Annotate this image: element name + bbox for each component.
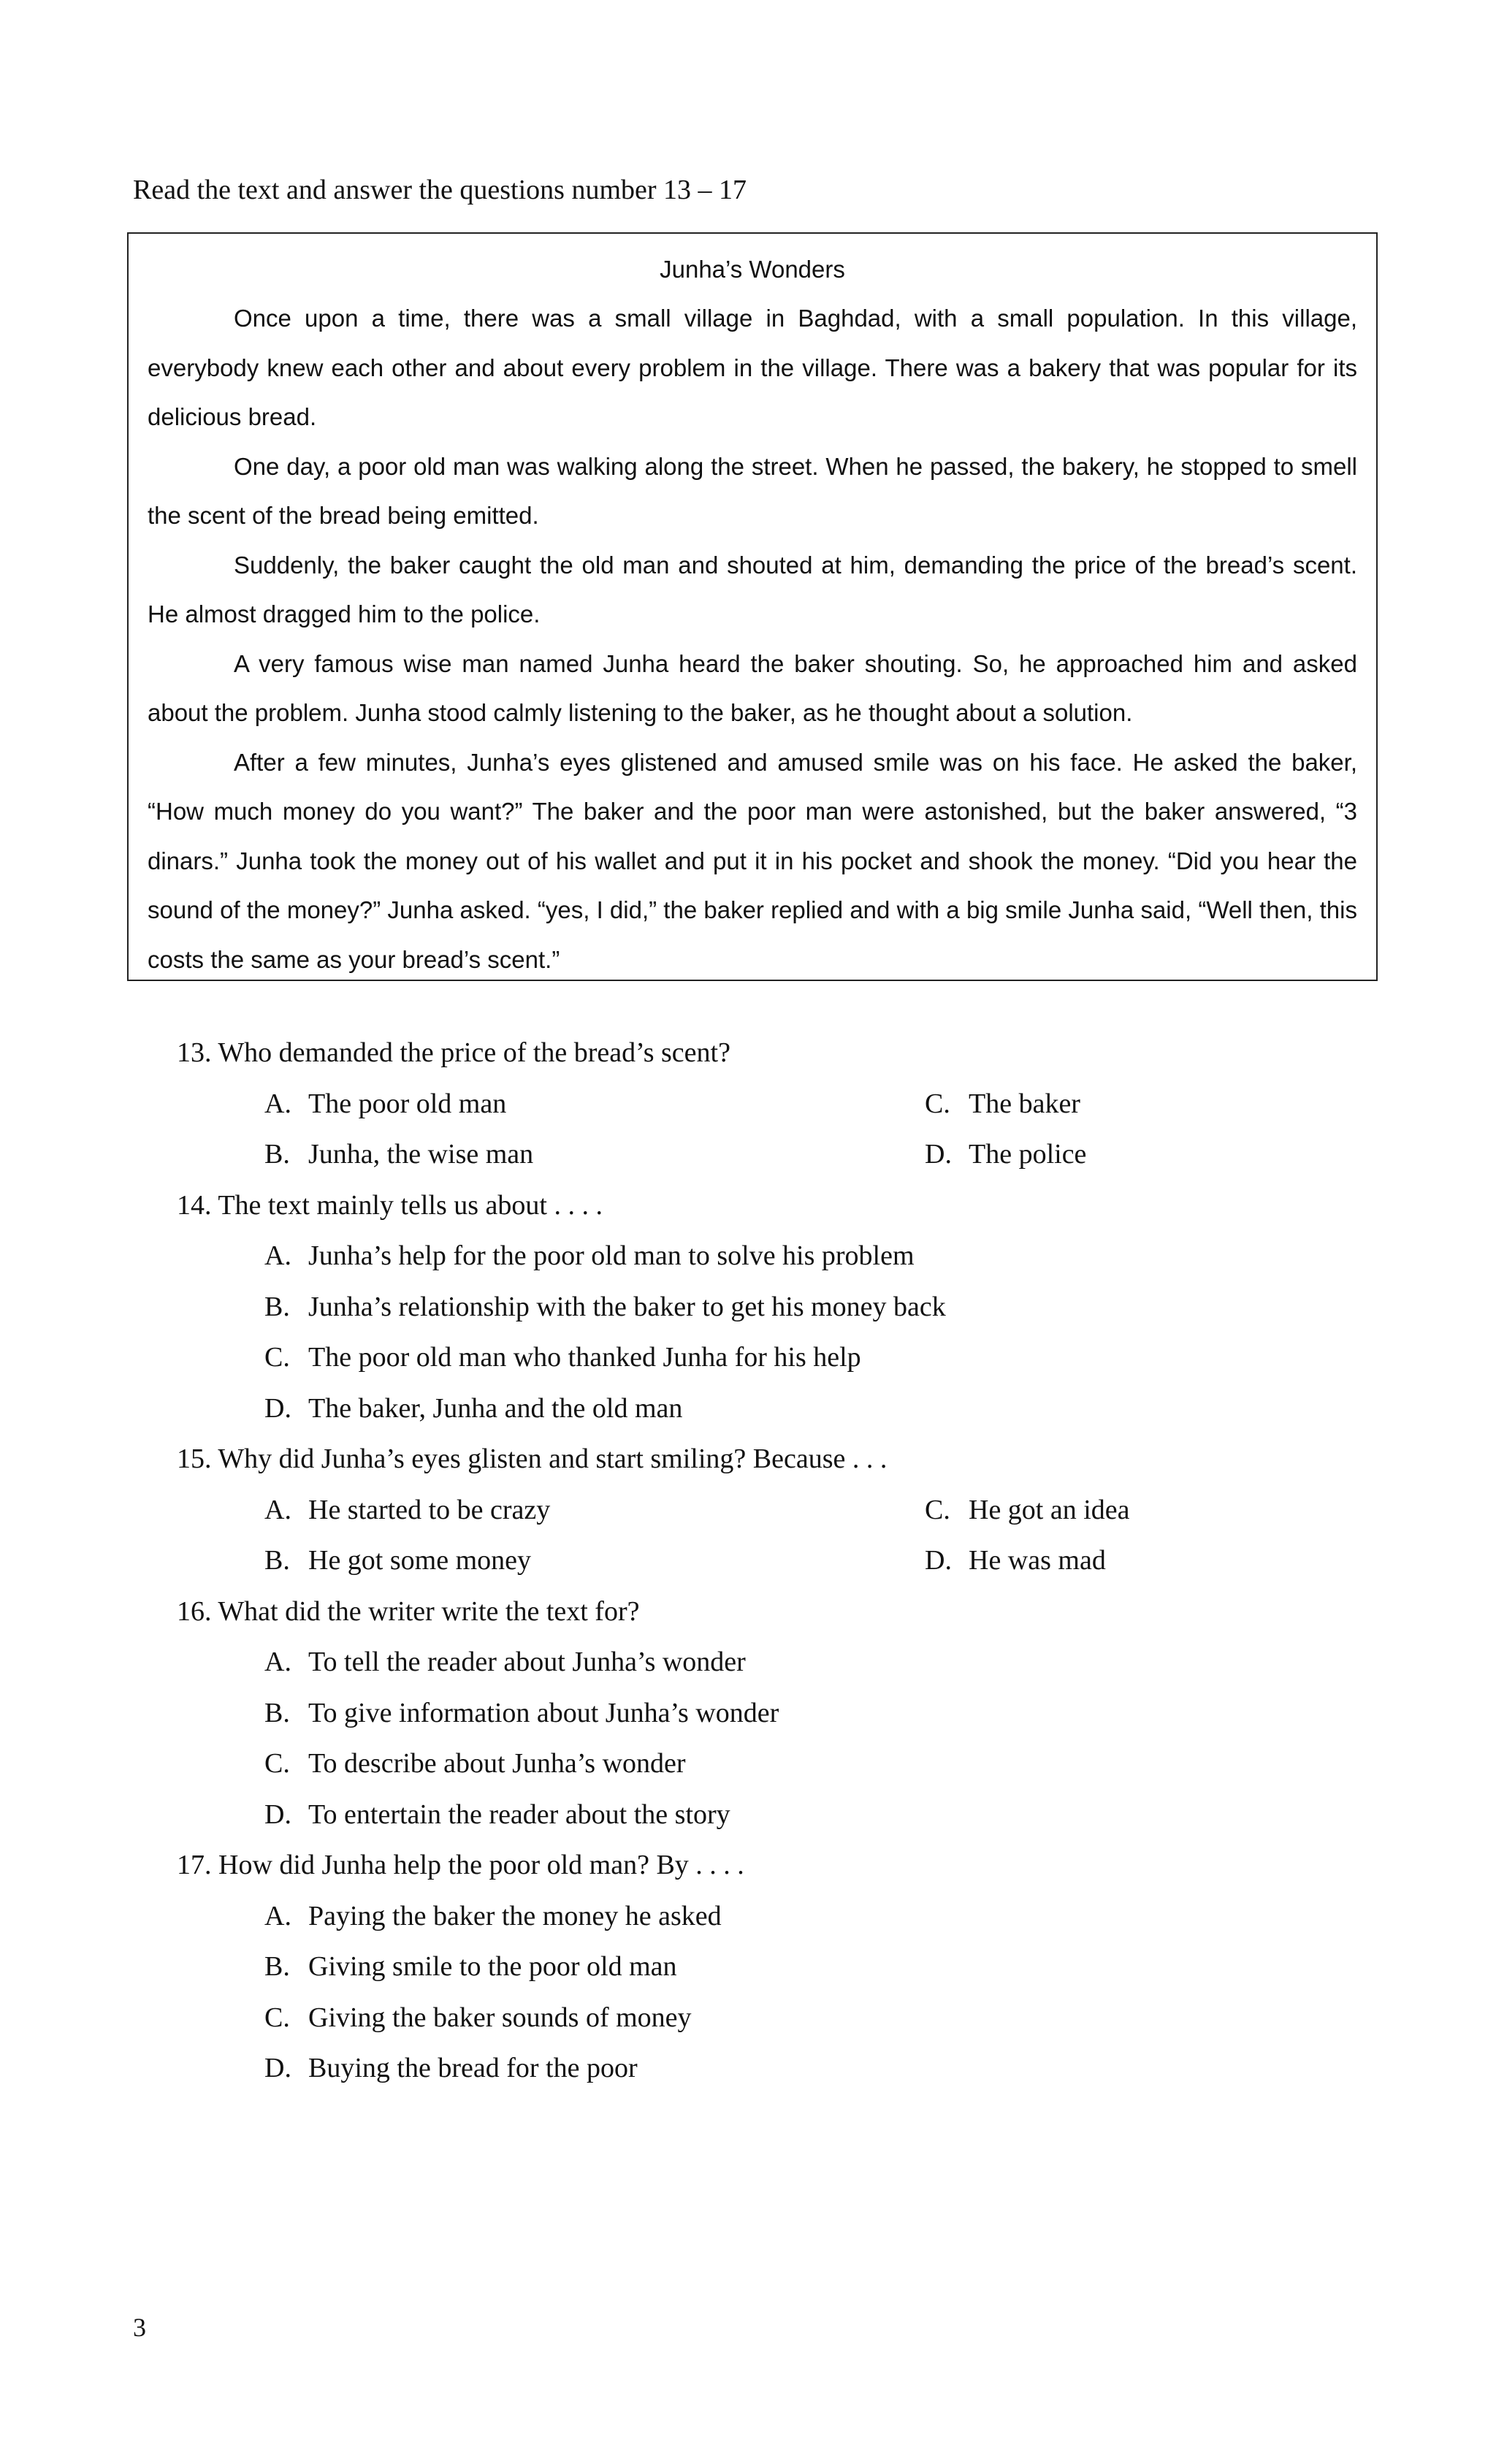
option-15-c[interactable]: C. He got an idea (925, 1494, 1130, 1525)
option-13-c[interactable]: C. The baker (925, 1088, 1080, 1119)
option-row (177, 1485, 1419, 1536)
option-17-b[interactable]: B. Giving smile to the poor old man (264, 1951, 677, 1982)
option-row (177, 1790, 1419, 1841)
passage-paragraph: A very famous wise man named Junha heard the baker shouting. So, he approached him and asked about the problem. Junha stood calmly listening to the baker, as he thought about a solution. (148, 649, 1357, 726)
option-row (177, 1637, 1419, 1688)
option-row (177, 2043, 1419, 2094)
option-16-c[interactable]: C. To describe about Junha’s wonder (264, 1748, 686, 1779)
option-14-c[interactable]: C. The poor old man who thanked Junha for his help (264, 1342, 861, 1373)
option-row (177, 1079, 1419, 1130)
option-row (177, 1332, 1419, 1384)
option-17-a[interactable]: A. Paying the baker the money he asked (264, 1900, 722, 1931)
option-16-d[interactable]: D. To entertain the reader about the story (264, 1799, 730, 1830)
reading-passage-box (127, 232, 1378, 981)
option-row (177, 1231, 1419, 1282)
passage-title: Junha’s Wonders (660, 256, 845, 283)
option-16-b[interactable]: B. To give information about Junha’s wonder (264, 1697, 779, 1728)
option-row (177, 1384, 1419, 1435)
passage-paragraph: Suddenly, the baker caught the old man and shouted at him, demanding the price of the bread’s scent. He almost dragged him to the police. (148, 551, 1357, 628)
option-row (177, 1688, 1419, 1739)
option-row (177, 1942, 1419, 1993)
question-17: 17. How did Junha help the poor old man? By . . . . (177, 1850, 744, 1880)
option-row (177, 1993, 1419, 2044)
option-row (177, 1536, 1419, 1587)
passage-paragraph: After a few minutes, Junha’s eyes glistened and amused smile was on his face. He asked the baker, “How much money do you want?” The baker and the poor man were astonished, but the baker answered, “3 dinars.” Junha took the money out of his wallet and put it in his pocket and shook the money. “Did you hear the sound of the money?” Junha asked. “yes, I did,” the baker replied and with a big smile Junha said, “Well then, this costs the same as your bread’s scent.” (148, 748, 1357, 973)
option-15-d[interactable]: D. He was mad (925, 1545, 1106, 1576)
question-15: 15. Why did Junha’s eyes glisten and start smiling? Because . . . (177, 1443, 888, 1474)
question-14: 14. The text mainly tells us about . . . . (177, 1189, 603, 1221)
option-13-b[interactable]: B. Junha, the wise man (264, 1139, 534, 1170)
question-16: 16. What did the writer write the text for? (177, 1595, 640, 1627)
option-17-c[interactable]: C. Giving the baker sounds of money (264, 2002, 692, 2033)
option-row (177, 1739, 1419, 1790)
passage-paragraph: One day, a poor old man was walking along the street. When he passed, the bakery, he stopped to smell the scent of the bread being emitted. (148, 452, 1357, 529)
passage-paragraph: Once upon a time, there was a small village in Baghdad, with a small population. In this village, everybody knew each other and about every problem in the village. There was a bakery that was popular for its delicious bread. (148, 305, 1357, 430)
option-row (177, 1129, 1419, 1180)
option-13-a[interactable]: A. The poor old man (264, 1088, 507, 1119)
option-row (177, 1891, 1419, 1942)
option-15-a[interactable]: A. He started to be crazy (264, 1494, 551, 1525)
option-15-b[interactable]: B. He got some money (264, 1545, 532, 1576)
page-number: 3 (133, 2313, 146, 2342)
instruction-text: Read the text and answer the questions number 13 – 17 (133, 175, 747, 205)
option-14-d[interactable]: D. The baker, Junha and the old man (264, 1392, 683, 1424)
option-14-a[interactable]: A. Junha’s help for the poor old man to solve his problem (264, 1240, 915, 1271)
question-list (177, 1028, 1419, 2094)
option-16-a[interactable]: A. To tell the reader about Junha’s wonder (264, 1647, 746, 1677)
option-14-b[interactable]: B. Junha’s relationship with the baker to get his money back (264, 1291, 946, 1322)
option-17-d[interactable]: D. Buying the bread for the poor (264, 2053, 638, 2083)
option-row (177, 1282, 1419, 1333)
option-13-d[interactable]: D. The police (925, 1139, 1087, 1170)
question-13: 13. Who demanded the price of the bread’s scent? (177, 1037, 730, 1068)
